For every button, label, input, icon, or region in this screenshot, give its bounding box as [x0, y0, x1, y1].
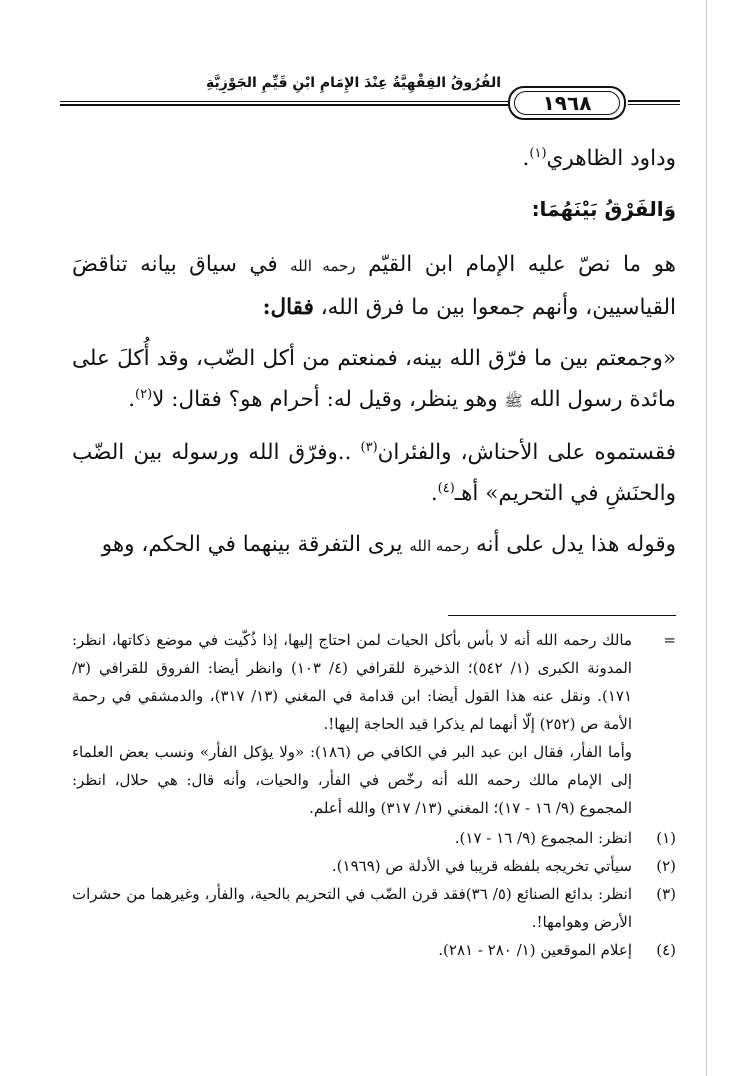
- footnote-ref[interactable]: (٢): [135, 386, 153, 402]
- paragraph: وداود الظاهري$^{(١)}$.: [522, 145, 676, 171]
- footnote-paragraph: وأما الفأر، فقال ابن عبد البر في الكافي ص (١٨٦): «ولا يؤكل الفأر» ونسب بعض العلماء إلى الإمام مالك رحمه الله أنه رخّص في الفأر، والحيات، وأنه قال: هي حلال، انظر: المجموع (٩/ ١٦ - ١٧)؛ المغني (١٣/ ٣١٧) والله أعلم.: [72, 743, 632, 817]
- footnote-number: (٢): [656, 857, 676, 875]
- header-ornament-line: [628, 100, 680, 102]
- paragraph: هو ما نصّ عليه الإمام ابن القيّم رحمه الله في سياق بيانه تناقضَ القياسيين، وأنهم جمعوا بين ما فرق الله، فقال:: [72, 252, 677, 320]
- honorific-glyph: رحمه الله: [409, 537, 470, 555]
- honorific-glyph: رحمه الله: [290, 257, 356, 275]
- page-number-badge: [508, 86, 626, 120]
- paragraph: وقوله هذا يدل على أنه رحمه الله يرى التفرقة بينهما في الحكم، وهو: [101, 532, 676, 557]
- quotation-paragraph: فقستموه على الأحناش، والفئران$^{(٣)}$ ..وفرّق الله ورسوله بين الضّب والحنَشِ في التحريم» أهـ$^{(٤)}$.: [72, 439, 676, 506]
- section-subheading: وَالفَرْقُ بَيْنَهُمَا:: [531, 197, 676, 221]
- footnote-item: (٣) انظر: بدائع الصنائع (٥/ ٣٦)فقد قرن الضّب في التحريم بالحية، والفأر، وغيرهما من حشرات الأرض وهوامها!.: [72, 880, 676, 936]
- header-ornament-line-thin: [628, 104, 680, 105]
- quotation-paragraph: «وجمعتم بين ما فرّق الله بينه، فمنعتم من أكل الضّب، وقد أُكلَ على مائدة رسول الله ﷺ وهو ينظر، وقيل له: أحرام هو؟ فقال: لا$^{(٢)}$.: [72, 346, 676, 412]
- footnote-item: (٢) سيأتي تخريجه بلفظه قريبا في الأدلة ص (١٩٦٩).: [72, 852, 676, 880]
- footnote-number: (١): [656, 829, 676, 847]
- footnote-item: (١) انظر: المجموع (٩/ ١٦ - ١٧).: [72, 824, 676, 852]
- continuation-marker: =: [663, 631, 676, 649]
- salawat-glyph: ﷺ: [504, 392, 523, 410]
- footnote-number: (٣): [656, 885, 676, 903]
- page-edge-line: [706, 0, 707, 1076]
- footnotes: [72, 626, 676, 964]
- footnote-ref[interactable]: (١): [529, 145, 547, 161]
- footnote-ref[interactable]: (٣): [360, 439, 378, 455]
- running-header-title: الفُرُوقُ الفِقْهِيَّةُ عِنْدَ الإِمَامِ ابْنِ قَيِّمِ الجَوْزِيَّةِ: [206, 75, 501, 91]
- footnote-item: (٤) إعلام الموقعين (١/ ٢٨٠ - ٢٨١).: [72, 936, 676, 964]
- main-text: [72, 138, 676, 577]
- header-rule: [60, 101, 509, 102]
- footnote-number: (٤): [656, 941, 676, 959]
- header-rule-thick: [60, 104, 509, 106]
- footnote-separator: [448, 615, 676, 616]
- footnote-ref[interactable]: (٤): [437, 480, 455, 496]
- page-number: ١٩٦٨: [542, 91, 592, 115]
- footnote-continuation: = مالك رحمه الله أنه لا بأس بأكل الحيات لمن احتاج إليها، إذا ذُكّيت في موضع ذكاتها، انظر: المدونة الكبرى (١/ ٥٤٢)؛ الذخيرة للقرافي (٤/ ١٠٣) وانظر أيضا: الفروق للقرافي (٣/ ١٧١). ونقل عنه هذا القول أيضا: ابن قدامة في المغني (١٣/ ٣١٧)، والدمشقي في رحمة الأمة ص (٢٥٢) إلّا أنهما لم يذكرا قيد الحاجة إليها!.: [72, 626, 676, 738]
